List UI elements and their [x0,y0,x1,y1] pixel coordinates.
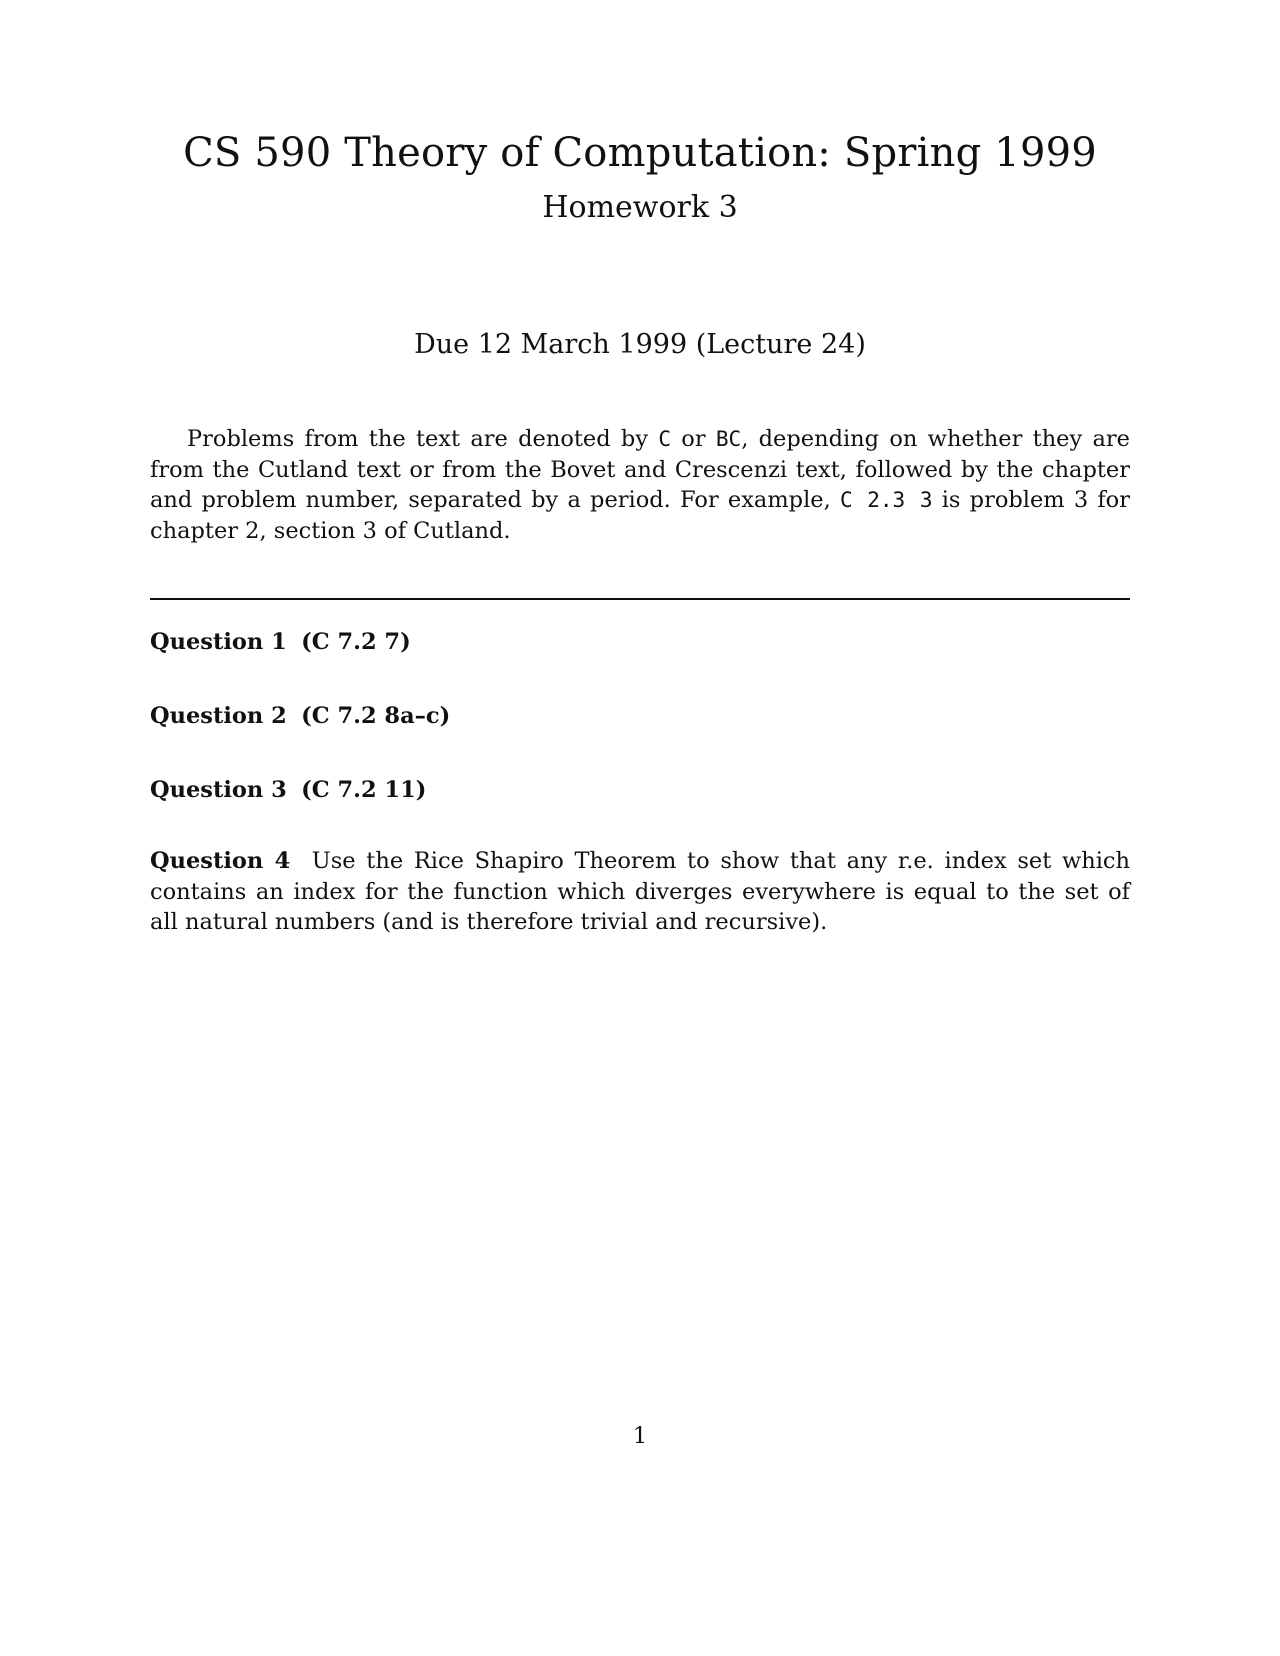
document-subtitle: Homework 3 [542,190,738,225]
intro-text-4: is problem 3 for chapter 2, section 3 of Cutland. [150,487,1130,544]
question-label: Question 1 [150,629,287,655]
question-3 [150,775,1130,806]
intro-text-3: , depending on whether they are from the Cutland text or from the Bovet and Crescenzi text, followed by the chapter and problem number, separated by a period. For example, [150,426,1130,513]
question-label: Question 4 [150,848,291,874]
question-label: Question 3 [150,777,287,803]
question-1 [150,627,1130,658]
question-reference: (C 7.2 11) [301,777,427,803]
intro-text-2: or [670,426,716,452]
intro-paragraph [150,424,1130,546]
document-title: CS 590 Theory of Computation: Spring 1999 [183,130,1097,176]
horizontal-rule [150,598,1130,600]
intro-text-1: Problems from the text are denoted by [187,426,659,452]
page-number: 1 [632,1423,648,1449]
code-bc: BC [715,427,742,451]
question-label: Question 2 [150,703,287,729]
due-date: Due 12 March 1999 (Lecture 24) [414,329,866,360]
question-2 [150,701,1130,732]
question-text: Use the Rice Shapiro Theorem to show that any r.e. index set which contains an index for the function which diverges everywhere is equal to the set of all natural numbers (and is therefore trivial and recursive). [150,848,1131,935]
code-c: C [658,427,671,451]
question-reference: (C 7.2 8a–c) [301,703,451,729]
code-example: C 2.3 3 [839,488,933,512]
question-reference: (C 7.2 7) [301,629,411,655]
question-4 [150,846,1130,938]
